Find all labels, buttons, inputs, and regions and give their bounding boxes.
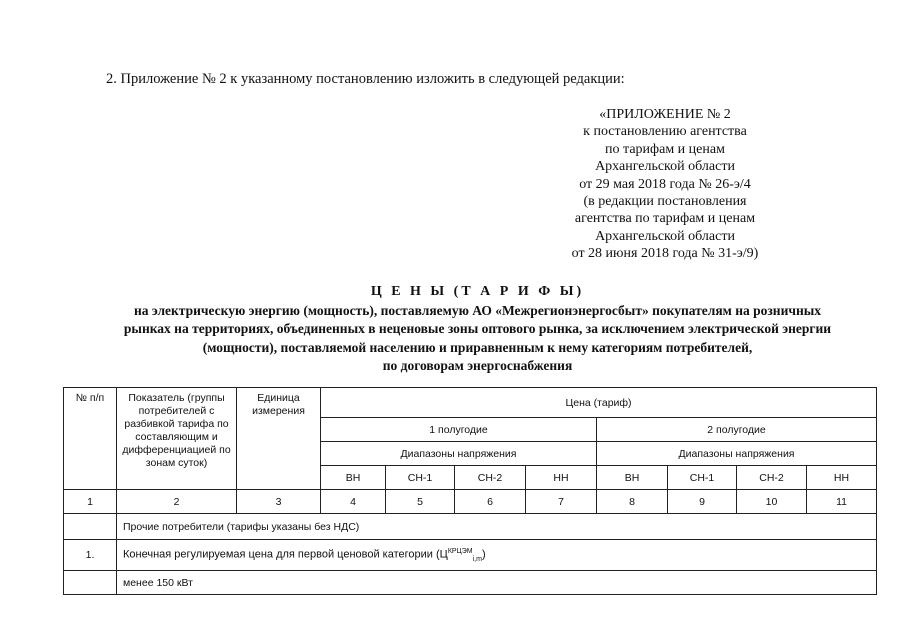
appendix-line: по тарифам и ценам [605, 141, 725, 157]
column-number: 11 [807, 490, 877, 514]
voltage-sn2: СН-2 [455, 466, 526, 490]
header-number: № п/п [64, 388, 117, 490]
voltage-vn: ВН [321, 466, 386, 490]
column-number: 2 [117, 490, 237, 514]
row1-close: ) [481, 548, 486, 561]
appendix-line: от 28 июня 2018 года № 31-э/9) [571, 246, 759, 262]
header-unit: Единица измерения [237, 388, 321, 490]
empty-cell [64, 571, 117, 595]
column-number: 4 [321, 490, 386, 514]
row1-subscript: i,m [472, 555, 482, 563]
appendix-line: Архангельской области [595, 228, 735, 244]
header-indicator: Показатель (группы потребителей с разбивкой тарифа по составляющим и дифференциацией по зонам суток) [117, 388, 237, 490]
document-title: Ц Е Н Ы (Т А Р И Ф Ы) [370, 284, 585, 299]
document-heading [60, 283, 895, 376]
appendix-line: агентства по тарифам и ценам [574, 211, 756, 227]
voltage-sn2: СН-2 [737, 466, 807, 490]
appendix-line: (в редакции постановления [583, 194, 747, 210]
heading-line: по договорам энергоснабжения [382, 358, 573, 374]
heading-line: (мощности), поставляемой населению и приравненным к нему категориям потребителей, [202, 339, 753, 355]
column-number: 3 [237, 490, 321, 514]
column-number: 1 [64, 490, 117, 514]
intro-paragraph: 2. Приложение № 2 к указанному постановлению изложить в следующей редакции: [106, 71, 625, 87]
voltage-vn: ВН [597, 466, 668, 490]
row1-text: Конечная регулируемая цена для первой ценовой категории (Ц [123, 548, 448, 561]
appendix-line: Архангельской области [595, 159, 735, 175]
appendix-line: к постановлению агентства [583, 124, 747, 140]
row1-final-price [117, 540, 877, 571]
column-number: 6 [455, 490, 526, 514]
appendix-line: от 29 мая 2018 года № 26-э/4 [579, 176, 751, 192]
price-table [63, 387, 877, 595]
row1-number: 1. [64, 540, 117, 571]
voltage-sn1: СН-1 [668, 466, 737, 490]
row-other-consumers: Прочие потребители (тарифы указаны без НДС) [117, 514, 877, 540]
appendix-line: «ПРИЛОЖЕНИЕ № 2 [599, 107, 731, 122]
voltage-nn: НН [526, 466, 597, 490]
voltage-sn1: СН-1 [386, 466, 455, 490]
column-number: 5 [386, 490, 455, 514]
column-number: 8 [597, 490, 668, 514]
heading-line: на электрическую энергию (мощность), поставляемую АО «Межрегионэнергосбыт» покупателям на розничных [133, 302, 822, 318]
column-number: 7 [526, 490, 597, 514]
heading-line: рынках на территориях, объединенных в неценовые зоны оптового рынка, за исключением электрической энергии [123, 321, 832, 337]
row2-capacity: менее 150 кВт [117, 571, 877, 595]
header-voltage-half1: Диапазоны напряжения [321, 442, 597, 466]
empty-cell [64, 514, 117, 540]
header-half2: 2 полугодие [597, 418, 877, 442]
header-price: Цена (тариф) [321, 388, 877, 418]
header-half1: 1 полугодие [321, 418, 597, 442]
voltage-nn: НН [807, 466, 877, 490]
column-number: 9 [668, 490, 737, 514]
appendix-reference [540, 106, 790, 263]
header-voltage-half2: Диапазоны напряжения [597, 442, 877, 466]
column-number: 10 [737, 490, 807, 514]
row1-superscript: КРЦЭМ [447, 547, 473, 555]
